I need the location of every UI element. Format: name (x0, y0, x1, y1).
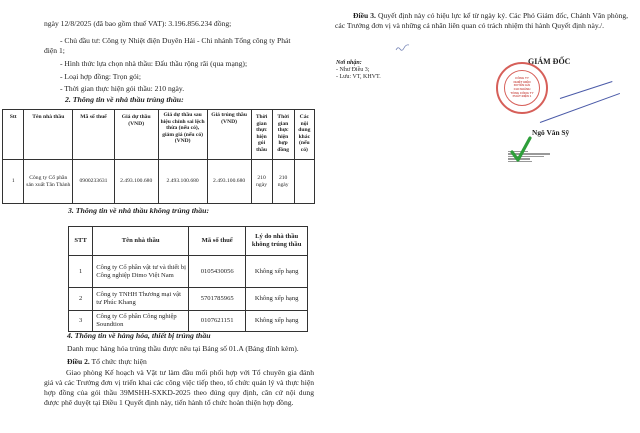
cell-tax: 0107621151 (189, 311, 246, 332)
recipient-item: - Như Điều 3; (336, 67, 370, 73)
stamp-line: NHIỆT ĐIỆN (513, 79, 531, 84)
intro-line-1: ngày 12/8/2025 (đã bao gồm thuế VAT): 3.196.856.234 đồng; (44, 19, 232, 28)
digital-signature-block (508, 150, 550, 163)
company-stamp (496, 62, 548, 114)
cell-stt: 2 (69, 288, 93, 311)
cell-name: Công ty Cổ phần vật tư và thiết bị Công nghiệp Dimo Việt Nam (93, 256, 189, 288)
cell-tax: 5701785965 (189, 288, 246, 311)
cell-reason: Không xếp hạng (246, 311, 308, 332)
col-package-time: Thời gian thực hiện gói thầu (251, 110, 272, 160)
verified-check-icon (510, 136, 532, 164)
cell-adjusted: 2.493.100.680 (158, 160, 207, 204)
cell-name: Công ty TNHH Thương mại vật tư Phúc Khang (93, 288, 189, 311)
cell-tax: 0900233631 (73, 160, 115, 204)
col-adjusted: Giá dự thầu sau hiệu chỉnh sai lệch thừa (nếu có), giảm giá (nếu có) (VND) (158, 110, 207, 160)
section-4-text: Danh mục hàng hóa trúng thầu được nêu tại Bảng số 01.A (Bảng đính kèm). (67, 344, 299, 353)
table-row (3, 160, 315, 204)
stamp-line: CÔNG TY (515, 76, 529, 81)
article-2-heading (67, 357, 147, 367)
col-other: Các nội dung khác (nếu có) (294, 110, 314, 160)
signer-title: GIÁM ĐỐC (528, 57, 571, 66)
section-4-title: 4. Thông tin về hàng hóa, thiết bị trúng thầu (67, 331, 211, 340)
signature-stroke (560, 81, 613, 99)
col-tax: Mã số thuế (73, 110, 115, 160)
cell-stt: 1 (3, 160, 24, 204)
table-header-row (69, 227, 308, 256)
intro-line-6: - Thời gian thực hiện gói thầu: 210 ngày. (60, 84, 185, 93)
winner-table (2, 109, 315, 204)
cell-name: Công ty Cổ phần sản xuất Tân Thành (24, 160, 73, 204)
intro-line-4: - Hình thức lựa chọn nhà thầu: Đấu thầu rộng rãi (qua mạng); (60, 59, 248, 68)
col-tax: Mã số thuế (189, 227, 246, 256)
col-name: Tên nhà thầu (93, 227, 189, 256)
stamp-line: DUYÊN HẢI (513, 83, 531, 88)
col-stt: STT (69, 227, 93, 256)
col-contract-time: Thời gian thực hiện hợp đồng (272, 110, 294, 160)
intro-line-2: - Chủ đầu tư: Công ty Nhiệt điện Duyên Hải - Chi nhánh Tổng công ty Phát (60, 36, 291, 45)
section-2-title: 2. Thông tin về nhà thầu trúng thầu: (65, 95, 184, 104)
stamp-line: TỔNG CÔNG TY (510, 90, 534, 95)
signature-stroke (540, 93, 620, 123)
stamp-line: CHI NHÁNH (513, 87, 531, 91)
stamp-inner (504, 70, 540, 106)
cell-name: Công ty Cổ phần Công nghiệp Soundtion (93, 311, 189, 332)
table-row (69, 311, 308, 332)
article-2-body: Giao phòng Kế hoạch và Vật tư làm đầu mối phối hợp với Tổ chuyên gia đánh giá và các Trưởng đơn vị triển khai các công việc tiếp theo, tổ chức quản lý và thực hiện hợp đồng của gói thầu 39MSHH-SXKD-2025 theo đúng quy định, căn cứ nội dung được phê duyệt tại Điều 1 Quyết định này, tiến hành tổ chức hoàn thiện hợp đồng. (44, 368, 314, 407)
cell-package-time: 210 ngày (251, 160, 272, 204)
recipient-item: - Lưu: VT, KHVT. (336, 74, 381, 80)
col-winning: Giá trúng thầu (VND) (207, 110, 251, 160)
cell-bid: 2.493.100.680 (114, 160, 158, 204)
col-bid: Giá dự thầu (VND) (114, 110, 158, 160)
col-reason: Lý do nhà thầu không trúng thầu (246, 227, 308, 256)
table-row (69, 256, 308, 288)
col-name: Tên nhà thầu (24, 110, 73, 160)
loser-table (68, 226, 308, 332)
section-3-title: 3. Thông tin về nhà thầu không trúng thầu: (68, 206, 210, 215)
intro-line-5: - Loại hợp đồng: Trọn gói; (60, 72, 142, 81)
recipients-block (336, 60, 381, 81)
article-3-paragraph (335, 11, 628, 31)
article-3-body: Quyết định này có hiệu lực kể từ ngày ký. Các Phó Giám đốc, Chánh Văn phòng, các Trưởng đơn vị và những cá nhân liên quan có trách nhiệm thi hành Quyết định này./. (335, 11, 629, 30)
cell-contract-time: 210 ngày (272, 160, 294, 204)
article-2-title: Tổ chức thực hiện (89, 357, 147, 366)
cell-stt: 1 (69, 256, 93, 288)
article-3-label: Điều 3. (353, 11, 376, 20)
stamp-line: PHÁT ĐIỆN 1 (512, 94, 532, 99)
cell-winning: 2.493.100.680 (207, 160, 251, 204)
article-2-label: Điều 2. (67, 357, 90, 366)
intro-line-3: điện 1; (44, 46, 65, 55)
col-stt: Stt (3, 110, 24, 160)
recipients-title: Nơi nhận: (336, 60, 362, 66)
cell-reason: Không xếp hạng (246, 256, 308, 288)
cell-tax: 0105430056 (189, 256, 246, 288)
table-header-row (3, 110, 315, 160)
signer-name: Ngô Văn Sỹ (532, 128, 570, 137)
cell-stt: 3 (69, 311, 93, 332)
table-row (69, 288, 308, 311)
cell-other (294, 160, 314, 204)
cell-reason: Không xếp hạng (246, 288, 308, 311)
initial-mark-icon (395, 44, 411, 52)
